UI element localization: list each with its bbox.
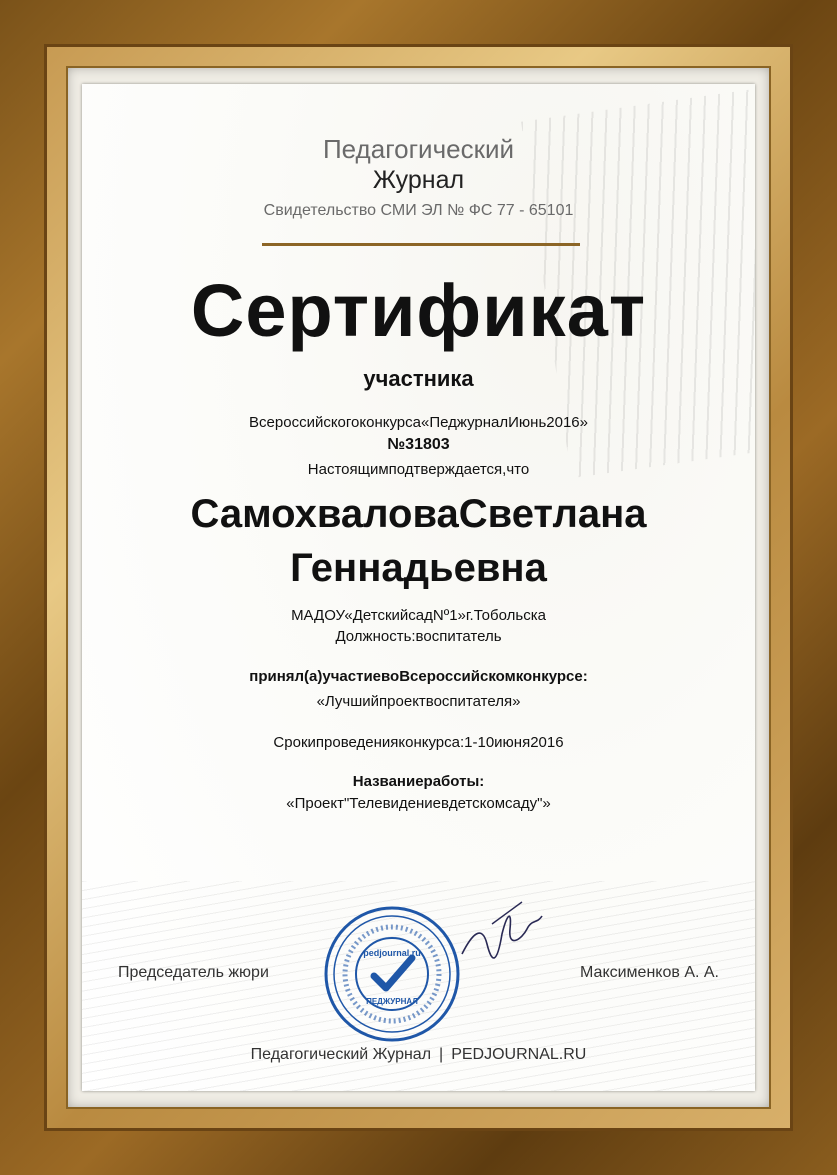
participation-text: принял(а)участиевоВсероссийскомконкурсе: — [249, 668, 588, 685]
certificate-paper — [82, 84, 755, 1091]
position: Должность:воспитатель — [335, 628, 502, 645]
certificate-title: Сертификат — [190, 269, 647, 352]
work-title: «Проект"Телевидениевдетскомсаду"» — [286, 795, 551, 812]
divider-rule — [262, 243, 580, 246]
signatory-name: Максименков А. А. — [580, 964, 719, 981]
recipient-name-line2: Геннадьевна — [290, 546, 547, 590]
seal-center-text: pedjournal.ru — [363, 948, 421, 958]
footer-journal-name: Педагогический Журнал — [250, 1046, 432, 1063]
brand-line1: Педагогический — [322, 134, 514, 164]
official-seal-icon — [322, 904, 462, 1044]
contest-line: Всероссийскогоконкурса«ПеджурналИюнь2016» — [249, 414, 588, 431]
brand-line2: Журнал — [372, 166, 465, 194]
registration-number: Свидетельство СМИ ЭЛ № ФС 77 - 65101 — [263, 202, 574, 219]
certificate-number: №31803 — [387, 436, 450, 453]
footer — [82, 1046, 755, 1064]
recipient-name-line1: СамохваловаСветлана — [190, 492, 647, 536]
contest-name: «Лучшийпроектвоспитателя» — [316, 693, 521, 710]
footer-site: PEDJOURNAL.RU — [451, 1046, 587, 1063]
handwritten-signature — [452, 894, 552, 974]
organization: МАДОУ«ДетскийсадNº1»г.Тобольска — [291, 607, 546, 624]
contest-dates: Срокипроведенияконкурса:1-10июня2016 — [273, 734, 564, 751]
seal-bottom-text: ПЕДЖУРНАЛ — [366, 997, 418, 1006]
work-label: Названиеработы: — [352, 773, 485, 790]
footer-separator: | — [439, 1046, 444, 1063]
certificate-subtitle: участника — [363, 366, 474, 391]
jury-chair-label: Председатель жюри — [118, 964, 269, 981]
confirm-text: Настоящимподтверждается,что — [307, 461, 530, 478]
